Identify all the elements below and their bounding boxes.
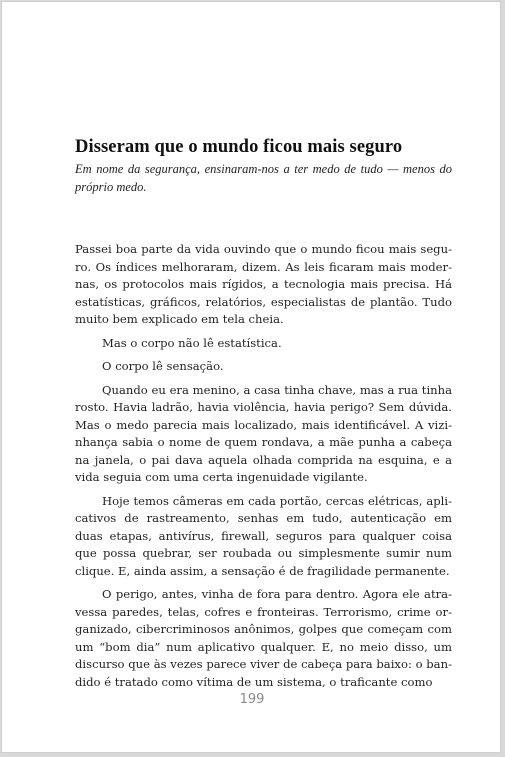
- paragraph: O corpo lê sensação.: [102, 359, 224, 373]
- paragraph: Hoje temos câmeras em cada portão, cercas elétricas, aplicativos de rastreamento, senhas em tudo, autenticação em duas etapas, antivírus, firewall, seguros para qualquer coisa que possa quebrar, ser roubada ou simplesmente sumir num clique. E, ainda assim, a sensação é de fragilidade permanente.: [75, 493, 452, 578]
- chapter-title: Disseram que o mundo ficou mais seguro: [75, 137, 403, 157]
- page-number: 199: [239, 692, 265, 707]
- paragraph: Passei boa parte da vida ouvindo que o mundo ficou mais seguro. Os índices melhoraram, dizem. As leis ficaram mais modernas, os protocolos mais rígidos, a tecnologia mais precisa. Há estatísticas, gráficos, relatórios, especialistas de plantão. Tudo muito bem explicado em tela cheia.: [75, 242, 452, 326]
- page-content: [75, 136, 452, 697]
- paragraph: Mas o corpo não lê estatística.: [102, 335, 282, 350]
- document-page: [1, 1, 501, 753]
- paragraph: O perigo, antes, vinha de fora para dentro. Agora ele atravessa paredes, telas, cofres e fronteiras. Terrorismo, crime organizado, cibercriminosos anônimos, golpes que começam com um “bom dia” num aplicativo qualquer. E, no meio disso, um discurso que às vezes parece viver de cabeça para baixo: o bandido é tratado como vítima de um sistema, o traficante como: [75, 587, 452, 689]
- paragraph: Quando eu era menino, a casa tinha chave, mas a rua tinha rosto. Havia ladrão, havia violência, havia perigo? Sem dúvida. Mas o medo parecia mais localizado, mais identificável. A vizinhança sabia o nome de quem rondava, a mãe punha a cabeça na janela, o pai dava aquela olhada comprida na esquina, e a vida seguia com uma certa ingenuidade vigilante.: [75, 382, 452, 484]
- body-text: [75, 241, 452, 691]
- chapter-subtitle: Em nome da segurança, ensinaram-nos a ter medo de tudo — menos do próprio medo.: [75, 162, 452, 194]
